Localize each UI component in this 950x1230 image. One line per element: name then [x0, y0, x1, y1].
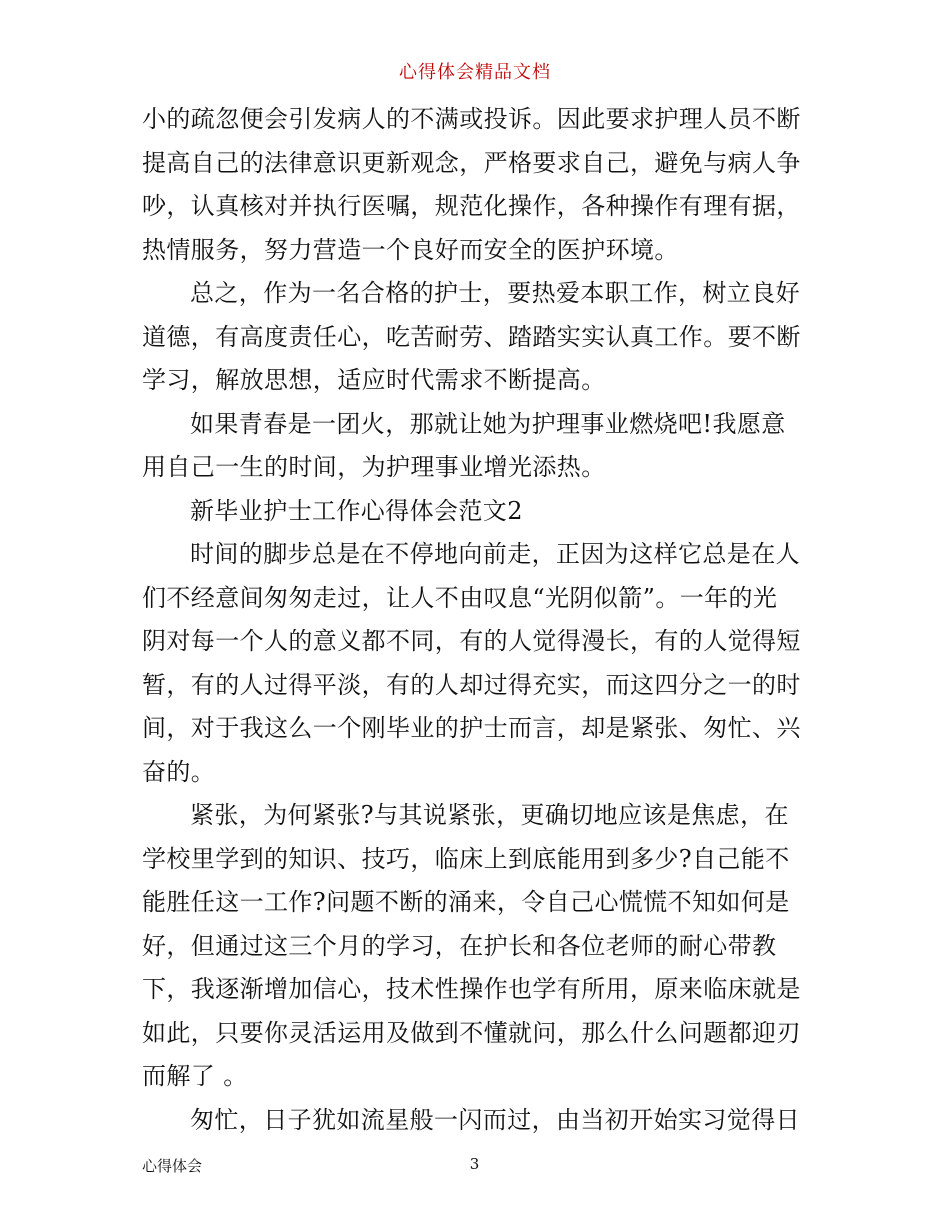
text-line: 而解了 。 [142, 1062, 248, 1090]
text-line: 学习，解放思想，适应时代需求不断提高。 [142, 366, 606, 394]
text-line: 阴对每一个人的意义都不同，有的人觉得漫长，有的人觉得短 [142, 627, 801, 655]
page-number: 3 [469, 1155, 480, 1173]
text-line: 用自己一生的时间，为护理事业增光添热。 [142, 453, 606, 481]
text-line: 间，对于我这么一个刚毕业的护士而言，却是紧张、匆忙、兴 [142, 714, 801, 742]
text-line: 奋的。 [142, 757, 216, 786]
text-line: 热情服务，努力营造一个良好而安全的医护环境。 [142, 235, 679, 264]
text-line: 们不经意间匆匆走过，让人不由叹息“光阴似箭”。一年的光 [142, 583, 778, 612]
text-line: 紧张，为何紧张?与其说紧张，更确切地应该是焦虑，在 [190, 801, 789, 829]
footer-label: 心得体会 [142, 1157, 203, 1175]
text-line: 匆忙，日子犹如流星般一闪而过，由当初开始实习觉得日 [190, 1105, 800, 1134]
text-line: 道德，有高度责任心，吃苦耐劳、踏踏实实认真工作。要不断 [142, 322, 801, 351]
text-line: 好，但通过这三个月的学习，在护长和各位老师的耐心带教 [142, 931, 777, 960]
text-line: 小的疏忽便会引发病人的不满或投诉。因此要求护理人员不断 [142, 105, 801, 133]
text-line: 吵，认真核对并执行医嘱，规范化操作，各种操作有理有据， [142, 192, 801, 220]
text-line: 提高自己的法律意识更新观念，严格要求自己，避免与病人争 [142, 148, 801, 177]
text-line: 下，我逐渐增加信心，技术性操作也学有所用，原来临床就是 [142, 975, 801, 1003]
text-line: 学校里学到的知识、技巧，临床上到底能用到多少?自己能不 [142, 844, 790, 873]
text-line: 如此，只要你灵活运用及做到不懂就问，那么什么问题都迎刃 [142, 1018, 801, 1047]
text-line: 能胜任这一工作?问题不断的涌来，令自己心慌慌不知如何是 [142, 888, 790, 916]
text-line: 总之，作为一名合格的护士，要热爱本职工作，树立良好 [190, 279, 800, 307]
text-line: 如果青春是一团火，那就让她为护理事业燃烧吧!我愿意 [190, 409, 786, 438]
document-header-title: 心得体会精品文档 [399, 62, 551, 83]
document-body [142, 98, 822, 1142]
text-line: 时间的脚步总是在不停地向前走，正因为这样它总是在人 [190, 540, 800, 568]
text-line: 暂，有的人过得平淡，有的人却过得充实，而这四分之一的时 [142, 670, 801, 699]
section-heading: 新毕业护士工作心得体会范文2 [190, 496, 523, 525]
